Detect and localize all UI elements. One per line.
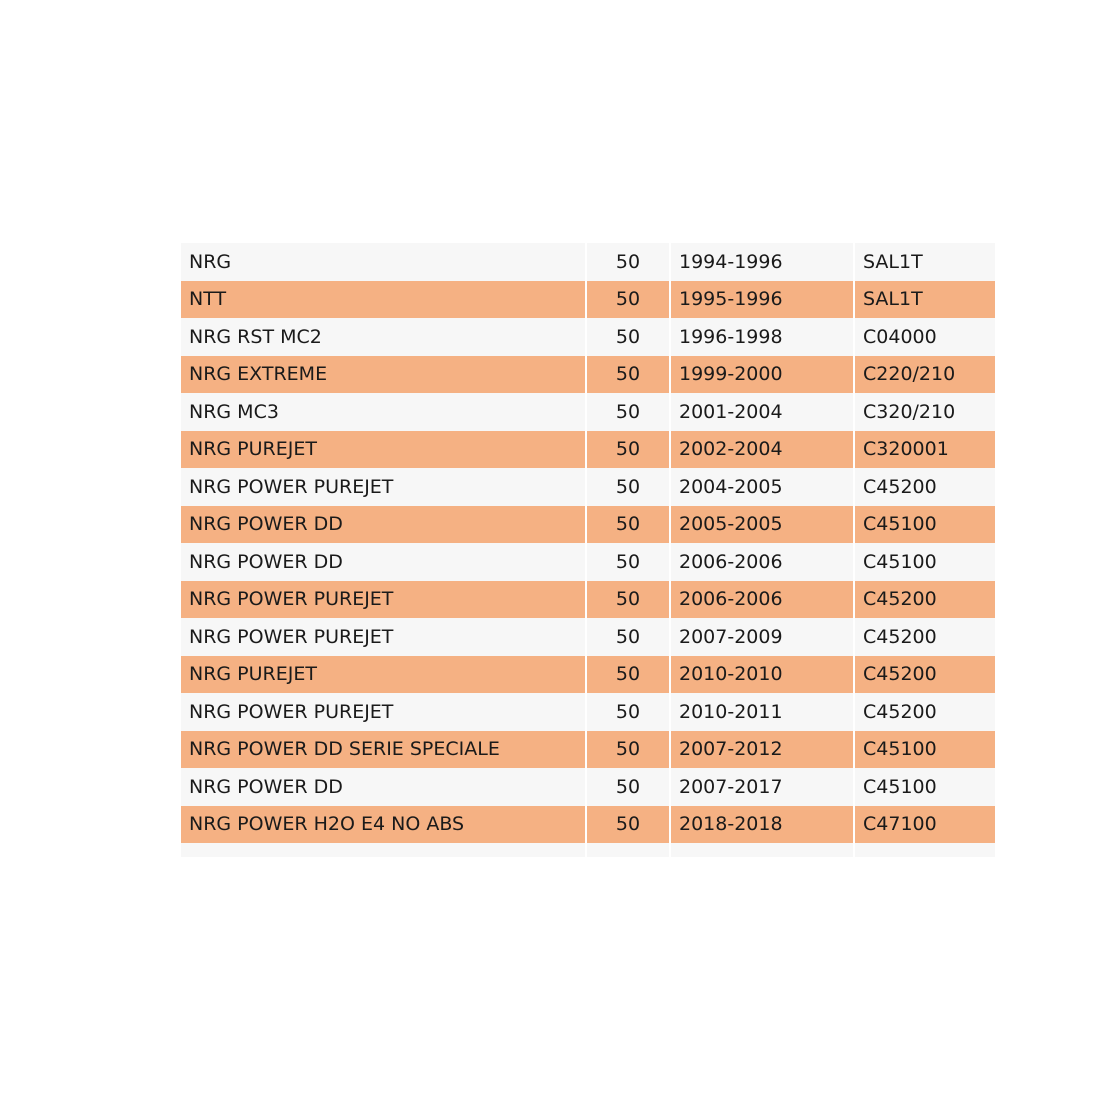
cell-code: C45100 <box>854 731 996 769</box>
cell-code: C45200 <box>854 618 996 656</box>
cell-model: NRG POWER PUREJET <box>180 581 586 619</box>
model-table-container <box>179 243 956 857</box>
table-row <box>180 468 996 506</box>
cell-code: C45100 <box>854 506 996 544</box>
vehicle-model-table <box>179 243 997 857</box>
table-row <box>180 581 996 619</box>
cell-displacement: 50 <box>586 806 670 844</box>
cell-displacement: 50 <box>586 581 670 619</box>
cell-displacement: 50 <box>586 393 670 431</box>
cell-model: NRG POWER DD SERIE SPECIALE <box>180 731 586 769</box>
cell-years: 2006-2006 <box>670 581 854 619</box>
cell-model: NRG POWER DD <box>180 506 586 544</box>
cell-code: C45100 <box>854 543 996 581</box>
cell-displacement: 50 <box>586 768 670 806</box>
cell-years: 2001-2004 <box>670 393 854 431</box>
cell-code: C45200 <box>854 581 996 619</box>
table-row <box>180 618 996 656</box>
table-row <box>180 318 996 356</box>
cell-model: NRG POWER PUREJET <box>180 618 586 656</box>
cell-model: NRG PUREJET <box>180 656 586 694</box>
cell-model: NRG POWER H2O E4 NO ABS <box>180 806 586 844</box>
cell-code: SAL1T <box>854 281 996 319</box>
cell-years: 2010-2011 <box>670 693 854 731</box>
table-row <box>180 356 996 394</box>
cell-years: 2007-2012 <box>670 731 854 769</box>
cell-displacement: 50 <box>586 543 670 581</box>
cell-model: NRG POWER DD <box>180 768 586 806</box>
table-row <box>180 731 996 769</box>
table-row <box>180 806 996 844</box>
cell-years: 1995-1996 <box>670 281 854 319</box>
table-body <box>180 243 996 857</box>
cell-displacement: 50 <box>586 731 670 769</box>
table-row <box>180 506 996 544</box>
cell-code: C45200 <box>854 656 996 694</box>
cell-years: 2007-2017 <box>670 768 854 806</box>
cell-displacement: 50 <box>586 618 670 656</box>
cell-model: NRG POWER PUREJET <box>180 693 586 731</box>
cell-model: NRG MC3 <box>180 393 586 431</box>
cell-years: 2018-2018 <box>670 806 854 844</box>
cell-years: 2007-2009 <box>670 618 854 656</box>
table-row <box>180 281 996 319</box>
cell-code: C45200 <box>854 693 996 731</box>
cell-years: 1996-1998 <box>670 318 854 356</box>
cell-code: C320/210 <box>854 393 996 431</box>
cell-model: NTT <box>180 281 586 319</box>
table-row <box>180 393 996 431</box>
cell-code: C45100 <box>854 768 996 806</box>
cell-displacement: 50 <box>586 356 670 394</box>
cell-years: 2010-2010 <box>670 656 854 694</box>
table-row <box>180 693 996 731</box>
cell-displacement: 50 <box>586 506 670 544</box>
cell-displacement: 50 <box>586 243 670 281</box>
cell-displacement: 50 <box>586 468 670 506</box>
cell-years: 2006-2006 <box>670 543 854 581</box>
cell-code: C47100 <box>854 806 996 844</box>
spacer-cell <box>854 843 996 857</box>
cell-code: C04000 <box>854 318 996 356</box>
cell-displacement: 50 <box>586 318 670 356</box>
cell-years: 1994-1996 <box>670 243 854 281</box>
cell-code: SAL1T <box>854 243 996 281</box>
table-row <box>180 768 996 806</box>
spacer-cell <box>180 843 586 857</box>
cell-years: 2004-2005 <box>670 468 854 506</box>
cell-code: C45200 <box>854 468 996 506</box>
cell-code: C320001 <box>854 431 996 469</box>
table-row <box>180 656 996 694</box>
cell-years: 1999-2000 <box>670 356 854 394</box>
cell-displacement: 50 <box>586 281 670 319</box>
spacer-cell <box>586 843 670 857</box>
cell-model: NRG <box>180 243 586 281</box>
cell-model: NRG EXTREME <box>180 356 586 394</box>
cell-displacement: 50 <box>586 656 670 694</box>
spacer-cell <box>670 843 854 857</box>
cell-model: NRG POWER PUREJET <box>180 468 586 506</box>
cell-model: NRG POWER DD <box>180 543 586 581</box>
table-row <box>180 543 996 581</box>
cell-displacement: 50 <box>586 431 670 469</box>
table-bottom-spacer <box>180 843 996 857</box>
cell-years: 2002-2004 <box>670 431 854 469</box>
cell-model: NRG PUREJET <box>180 431 586 469</box>
cell-years: 2005-2005 <box>670 506 854 544</box>
cell-model: NRG RST MC2 <box>180 318 586 356</box>
cell-code: C220/210 <box>854 356 996 394</box>
cell-displacement: 50 <box>586 693 670 731</box>
table-row <box>180 243 996 281</box>
table-row <box>180 431 996 469</box>
